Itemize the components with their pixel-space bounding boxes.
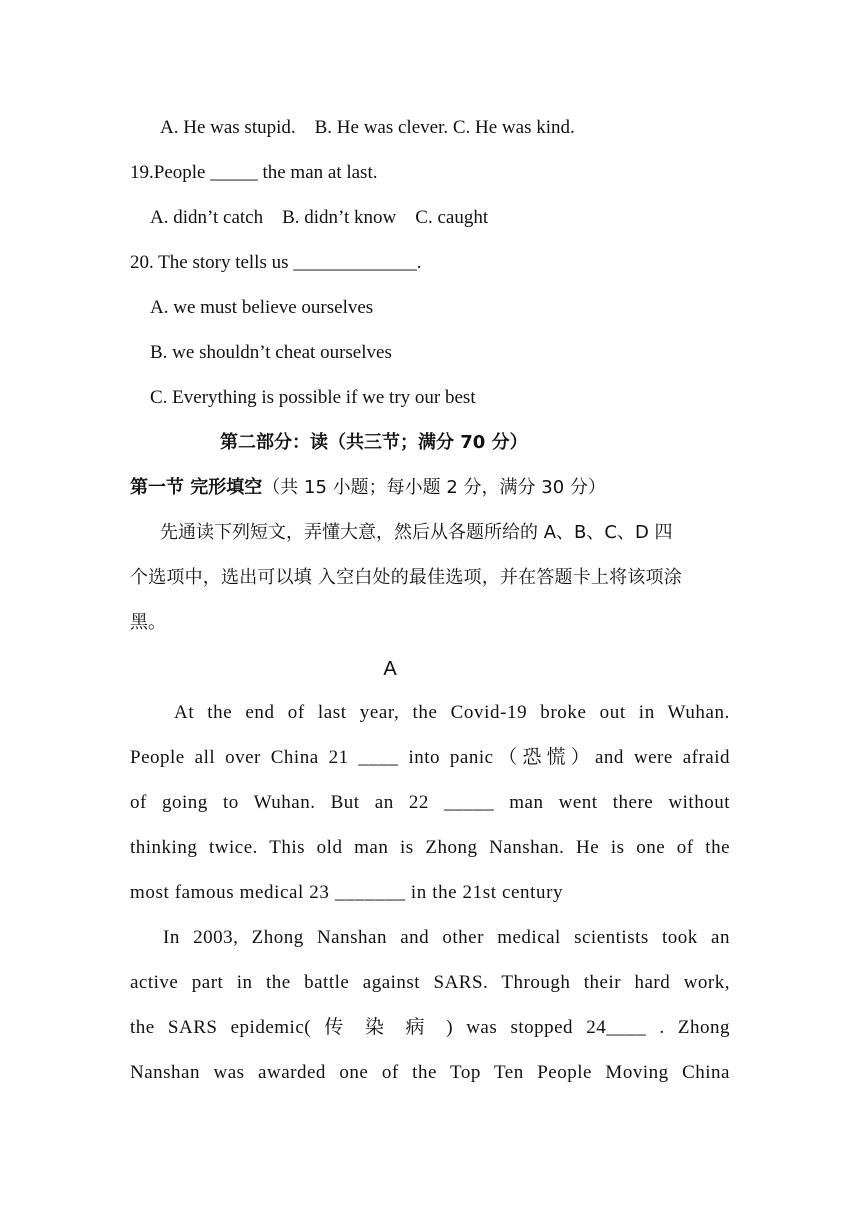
section-one-heading	[130, 476, 606, 500]
instruction-line-1: 先通读下列短文，弄懂大意，然后从各题所给的 A、B、C、D 四	[160, 522, 673, 543]
instruction-line-3: 黑。	[130, 612, 166, 633]
question-18-options: A. He was stupid. B. He was clever. C. He was kind.	[160, 117, 575, 138]
paragraph-1-line-5: most famous medical 23 _______ in the 21st century	[130, 882, 564, 903]
question-19-stem: 19.People _____ the man at last.	[130, 162, 378, 183]
paragraph-2-line-1: In 2003, Zhong Nanshan and other medical scientists took an	[163, 927, 730, 948]
paragraph-2-line-2: active part in the battle against SARS. Through their hard work,	[130, 972, 730, 993]
paragraph-2-line-3: the SARS epidemic( 传 染 病 ) was stopped 24____ . Zhong	[130, 1017, 730, 1038]
question-20-option-c: C. Everything is possible if we try our best	[150, 387, 476, 408]
question-20-stem: 20. The story tells us _____________.	[130, 252, 422, 273]
paragraph-1-line-1: At the end of last year, the Covid-19 broke out in Wuhan.	[174, 702, 730, 723]
passage-label: A	[383, 658, 397, 680]
instruction-line-2: 个选项中，选出可以填 入空白处的最佳选项，并在答题卡上将该项涂	[130, 567, 682, 588]
question-20-option-b: B. we shouldn’t cheat ourselves	[150, 342, 392, 363]
question-19-options: A. didn’t catch B. didn’t know C. caught	[150, 207, 489, 228]
paragraph-1-line-4: thinking twice. This old man is Zhong Nanshan. He is one of the	[130, 837, 730, 858]
paragraph-2-line-4: Nanshan was awarded one of the Top Ten People Moving China	[130, 1062, 730, 1083]
section-one-note: （共 15 小题；每小题 2 分，满分 30 分）	[262, 477, 606, 498]
section-one-title: 第一节 完形填空	[130, 477, 263, 498]
paragraph-1-line-3: of going to Wuhan. But an 22 _____ man went there without	[130, 792, 730, 813]
part-two-heading: 第二部分：读（共三节；满分 70 分）	[220, 432, 528, 453]
question-20-option-a: A. we must believe ourselves	[150, 297, 374, 318]
paragraph-1-line-2: People all over China 21 ____ into panic（恐慌）and were afraid	[130, 747, 730, 768]
